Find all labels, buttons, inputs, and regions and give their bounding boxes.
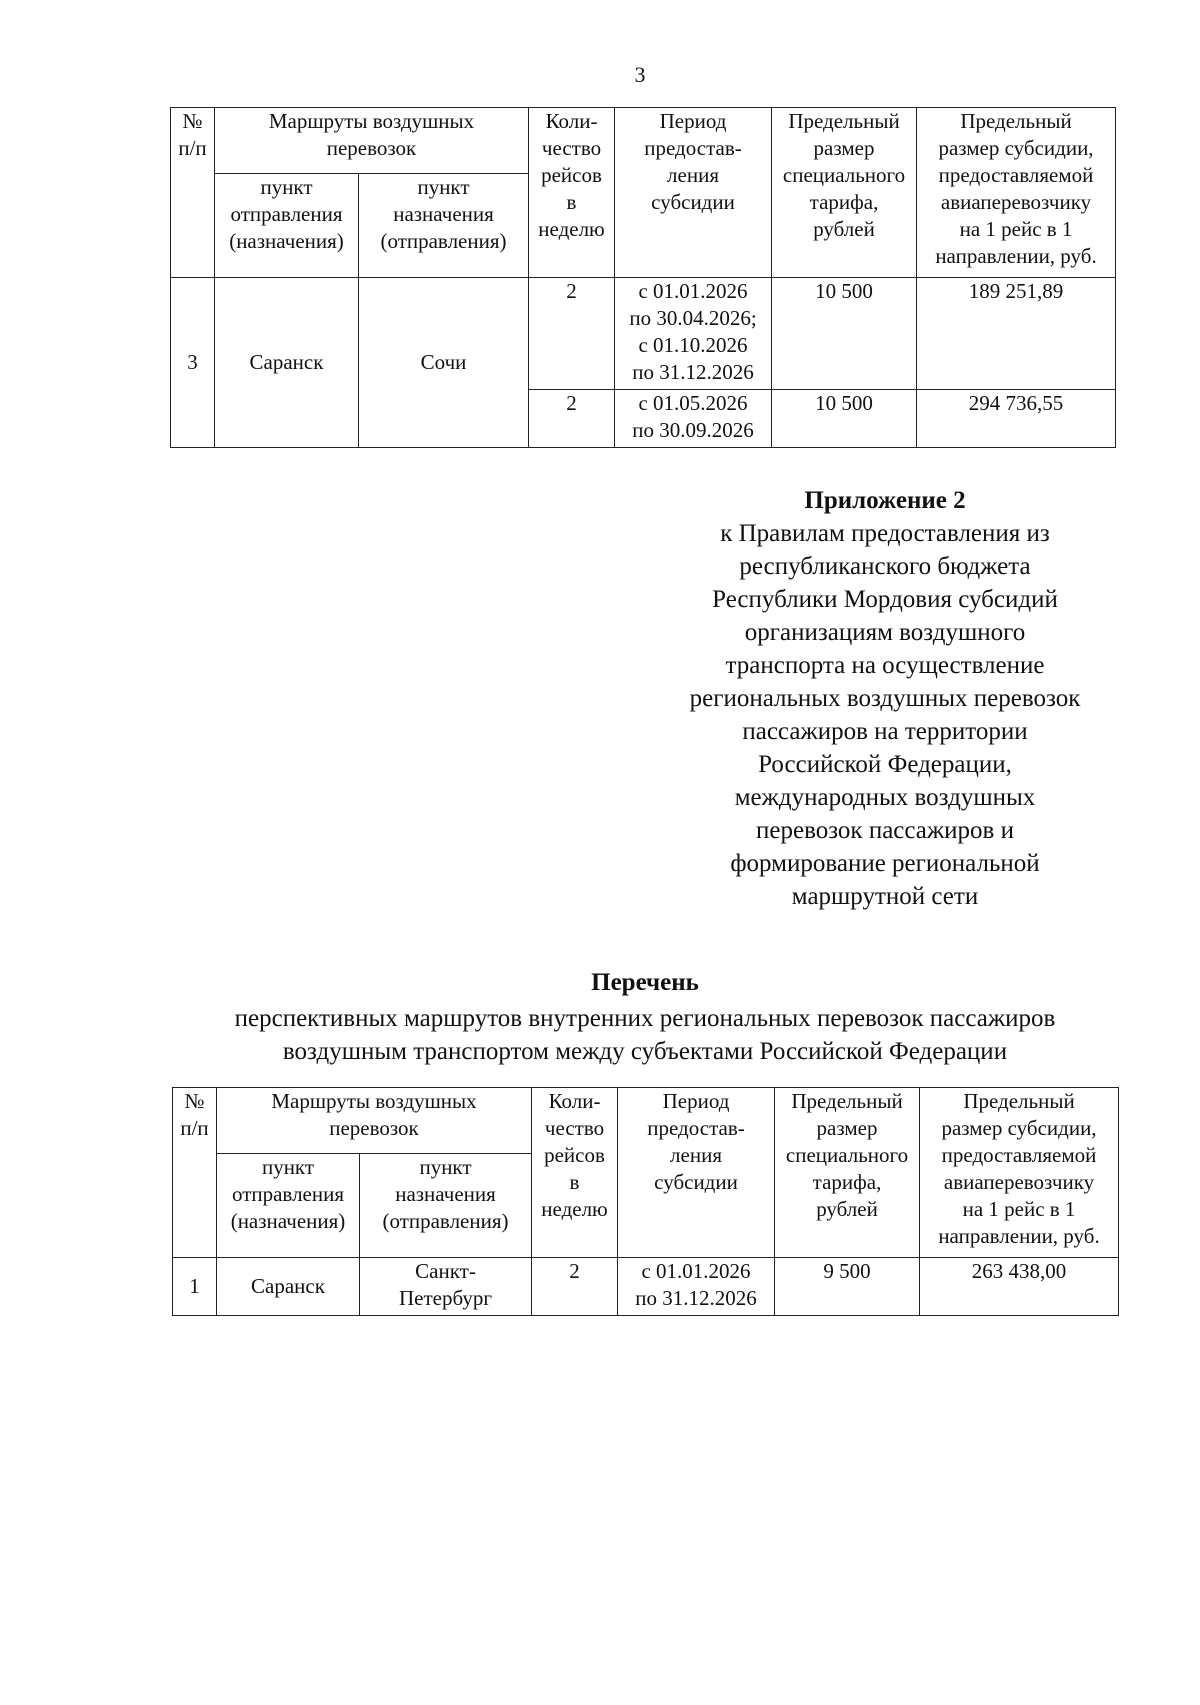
row-flights: 2: [529, 390, 615, 448]
header-departure: пункт отправления (назначения): [215, 174, 359, 278]
row-subsidy: 294 736,55: [917, 390, 1116, 448]
header-routes: Маршруты воздушных перевозок: [215, 108, 529, 174]
table-row: [171, 278, 1116, 390]
row-tariff: 9 500: [775, 1258, 920, 1316]
row-tariff: 10 500: [772, 390, 917, 448]
header-destination: пункт назначения (отправления): [359, 174, 529, 278]
row-period: с 01.05.2026 по 30.09.2026: [615, 390, 772, 448]
appendix-line: перевозок пассажиров и: [756, 817, 1014, 844]
header-flights: Коли- чество рейсов в неделю: [529, 108, 615, 278]
row-flights: 2: [529, 278, 615, 390]
header-no: № п/п: [171, 108, 215, 278]
row-destination: Санкт- Петербург: [360, 1258, 532, 1316]
header-subsidy: Предельный размер субсидии, предоставляемой авиаперевозчику на 1 рейс в 1 направлении, руб.: [920, 1088, 1119, 1258]
row-period: с 01.01.2026 по 31.12.2026: [618, 1258, 775, 1316]
header-subsidy: Предельный размер субсидии, предоставляемой авиаперевозчику на 1 рейс в 1 направлении, руб.: [917, 108, 1116, 278]
page-number: 3: [634, 62, 646, 87]
appendix-line: республиканского бюджета: [739, 553, 1031, 580]
row-no: 1: [173, 1258, 217, 1316]
appendix-line: международных воздушных: [734, 784, 1036, 811]
header-flights: Коли- чество рейсов в неделю: [532, 1088, 618, 1258]
row-subsidy: 263 438,00: [920, 1258, 1119, 1316]
header-routes: Маршруты воздушных перевозок: [217, 1088, 532, 1154]
row-flights: 2: [532, 1258, 618, 1316]
appendix-line: пассажиров на территории: [742, 718, 1028, 745]
appendix-line: маршрутной сети: [791, 883, 979, 910]
table-header-row: [173, 1088, 1119, 1154]
list-title: Перечень: [591, 969, 699, 996]
header-tariff: Предельный размер специального тарифа, рублей: [772, 108, 917, 278]
row-subsidy: 189 251,89: [917, 278, 1116, 390]
header-period: Период предостав- ления субсидии: [615, 108, 772, 278]
header-no: № п/п: [173, 1088, 217, 1258]
appendix-line: Российской Федерации,: [758, 751, 1012, 778]
appendix-line: региональных воздушных перевозок: [689, 685, 1081, 712]
row-departure: Саранск: [215, 278, 359, 448]
routes-table-1: [170, 107, 1116, 448]
appendix-line: организациям воздушного: [744, 619, 1026, 646]
row-no: 3: [171, 278, 215, 448]
row-period: с 01.01.2026 по 30.04.2026; с 01.10.2026 по 31.12.2026: [615, 278, 772, 390]
header-period: Период предостав- ления субсидии: [618, 1088, 775, 1258]
row-destination: Сочи: [359, 278, 529, 448]
header-destination: пункт назначения (отправления): [360, 1154, 532, 1258]
list-subtitle: [150, 1002, 1140, 1068]
appendix-line: к Правилам предоставления из: [720, 520, 1050, 547]
appendix-line: транспорта на осуществление: [725, 652, 1045, 679]
appendix-title: Приложение 2: [804, 487, 966, 514]
table-row: [173, 1258, 1119, 1316]
list-subtitle-line: перспективных маршрутов внутренних региональных перевозок пассажиров: [234, 1005, 1056, 1032]
header-tariff: Предельный размер специального тарифа, рублей: [775, 1088, 920, 1258]
appendix-line: Республики Мордовия субсидий: [712, 586, 1058, 613]
row-departure: Саранск: [217, 1258, 360, 1316]
row-tariff: 10 500: [772, 278, 917, 390]
appendix-line: формирование региональной: [730, 850, 1040, 877]
header-departure: пункт отправления (назначения): [217, 1154, 360, 1258]
table-header-row: [171, 108, 1116, 174]
appendix-block: [640, 484, 1130, 913]
routes-table-2: [172, 1087, 1119, 1316]
list-subtitle-line: воздушным транспортом между субъектами Российской Федерации: [282, 1038, 1008, 1065]
